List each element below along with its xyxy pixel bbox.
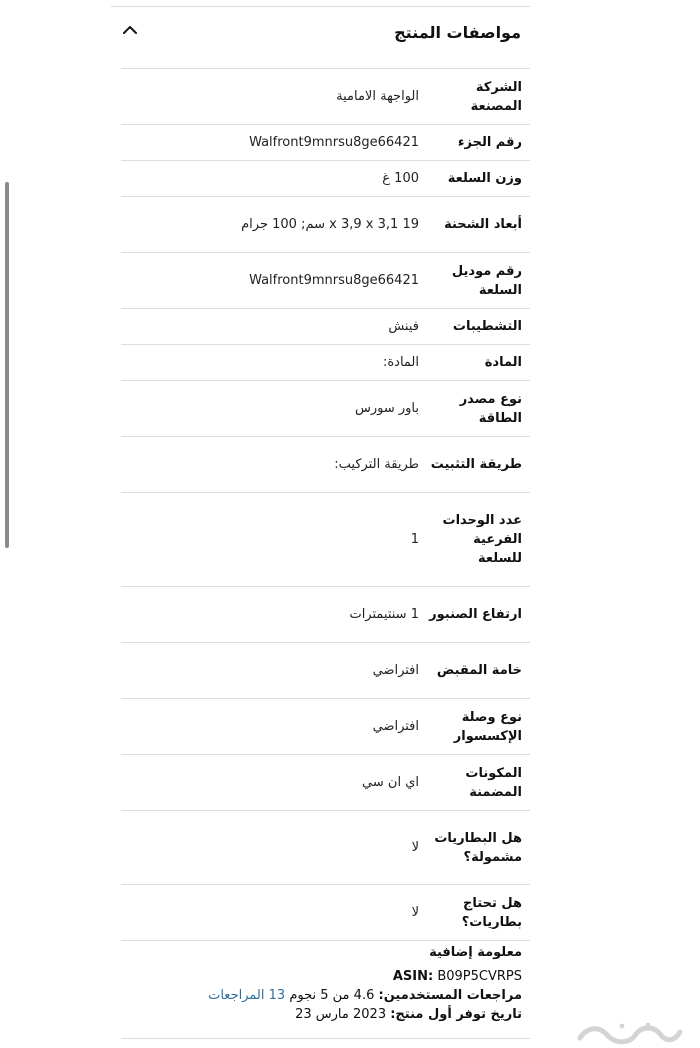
spec-value: باور سورس <box>354 401 419 416</box>
spec-row-handle-material <box>121 643 530 699</box>
spec-label: المكونات المضمنة <box>465 765 522 800</box>
spec-label: طريقة التثبيت <box>430 457 522 472</box>
spec-value: افتراضي <box>372 663 419 678</box>
spec-row-model-number <box>121 253 530 309</box>
asin-label: ASIN: <box>392 969 434 984</box>
spec-value: Walfront9mnrsu8ge66421 <box>249 135 419 150</box>
spec-label: خامة المقبض <box>436 663 522 678</box>
spec-row-included-components <box>121 755 530 811</box>
spec-value: الواجهة الامامية <box>336 89 419 104</box>
spec-value: 1 <box>410 532 419 547</box>
asin-value: B09P5CVRPS <box>437 969 522 984</box>
spec-label: ارتفاع الصنبور <box>429 607 522 622</box>
spec-row-item-weight <box>121 161 530 197</box>
spec-value: 100 غ <box>382 171 419 186</box>
spec-value: Walfront9mnrsu8ge66421 <box>249 273 419 288</box>
date-label: تاريخ توفر أول منتج: <box>390 1007 522 1022</box>
spec-row-batteries-included <box>121 811 530 885</box>
product-specs-header[interactable] <box>111 7 530 69</box>
spec-label: نوع مصدر الطاقة <box>459 391 522 426</box>
chevron-up-icon[interactable] <box>121 21 139 39</box>
spec-row-power-source <box>121 381 530 437</box>
page-scrollbar[interactable] <box>5 182 9 548</box>
spec-label: المادة <box>484 355 522 370</box>
specs-table <box>121 68 530 941</box>
spec-value: لا <box>411 840 419 855</box>
section-title: مواصفات المنتج <box>394 23 521 42</box>
bottom-divider <box>121 1038 530 1039</box>
spec-value: 19 x 3,9 x 3,1 سم; 100 جرام <box>241 217 419 232</box>
spec-value: فينش <box>388 319 419 334</box>
spec-value: طريقة التركيب: <box>334 457 419 472</box>
spec-row-faucet-height <box>121 587 530 643</box>
reviews-link[interactable] <box>208 988 285 1003</box>
spec-label: هل تحتاج بطاريات؟ <box>461 895 522 930</box>
spec-label: هل البطاريات مشمولة؟ <box>434 830 522 865</box>
spec-row-finish <box>121 309 530 345</box>
spec-row-material <box>121 345 530 381</box>
spec-row-part-number <box>121 125 530 161</box>
spec-label: أبعاد الشحنة <box>444 217 522 232</box>
spec-label: عدد الوحدات الفرعية للسلعة <box>442 513 522 566</box>
reviews-count: 13 <box>268 988 286 1003</box>
rating-text: من 5 نجوم <box>289 988 350 1003</box>
haraj-watermark-logo <box>574 1020 684 1046</box>
rating-value: 4.6 <box>353 988 375 1003</box>
additional-info-title: معلومة إضافية <box>429 945 522 960</box>
spec-label: رقم موديل السلعة <box>451 263 522 298</box>
availability-date-line <box>121 1005 522 1024</box>
additional-info <box>121 943 522 1024</box>
spec-label: رقم الجزء <box>457 135 522 150</box>
spec-row-accessory-connection <box>121 699 530 755</box>
spec-row-shipping-dimensions <box>121 197 530 253</box>
reviews-label: مراجعات المستخدمين: <box>378 988 522 1003</box>
date-text: مارس 23 <box>295 1007 349 1022</box>
asin-line <box>121 967 522 986</box>
spec-label: الشركة المصنعة <box>470 79 522 114</box>
spec-row-installation-method <box>121 437 530 493</box>
spec-label: وزن السلعة <box>447 171 522 186</box>
reviews-link-text: المراجعات <box>208 988 265 1003</box>
spec-row-manufacturer <box>121 69 530 125</box>
spec-label: التشطيبات <box>452 319 522 334</box>
spec-value: لا <box>411 905 419 920</box>
spec-value: 1 سنتيمترات <box>349 607 419 622</box>
spec-value: اي ان سي <box>362 775 419 790</box>
date-year: 2023 <box>353 1007 387 1022</box>
spec-label: نوع وصلة الإكسسوار <box>453 709 522 744</box>
spec-value: افتراضي <box>372 719 419 734</box>
spec-value: المادة: <box>382 355 419 370</box>
spec-row-batteries-required <box>121 885 530 941</box>
reviews-line <box>121 986 522 1005</box>
spec-row-unit-count <box>121 493 530 587</box>
